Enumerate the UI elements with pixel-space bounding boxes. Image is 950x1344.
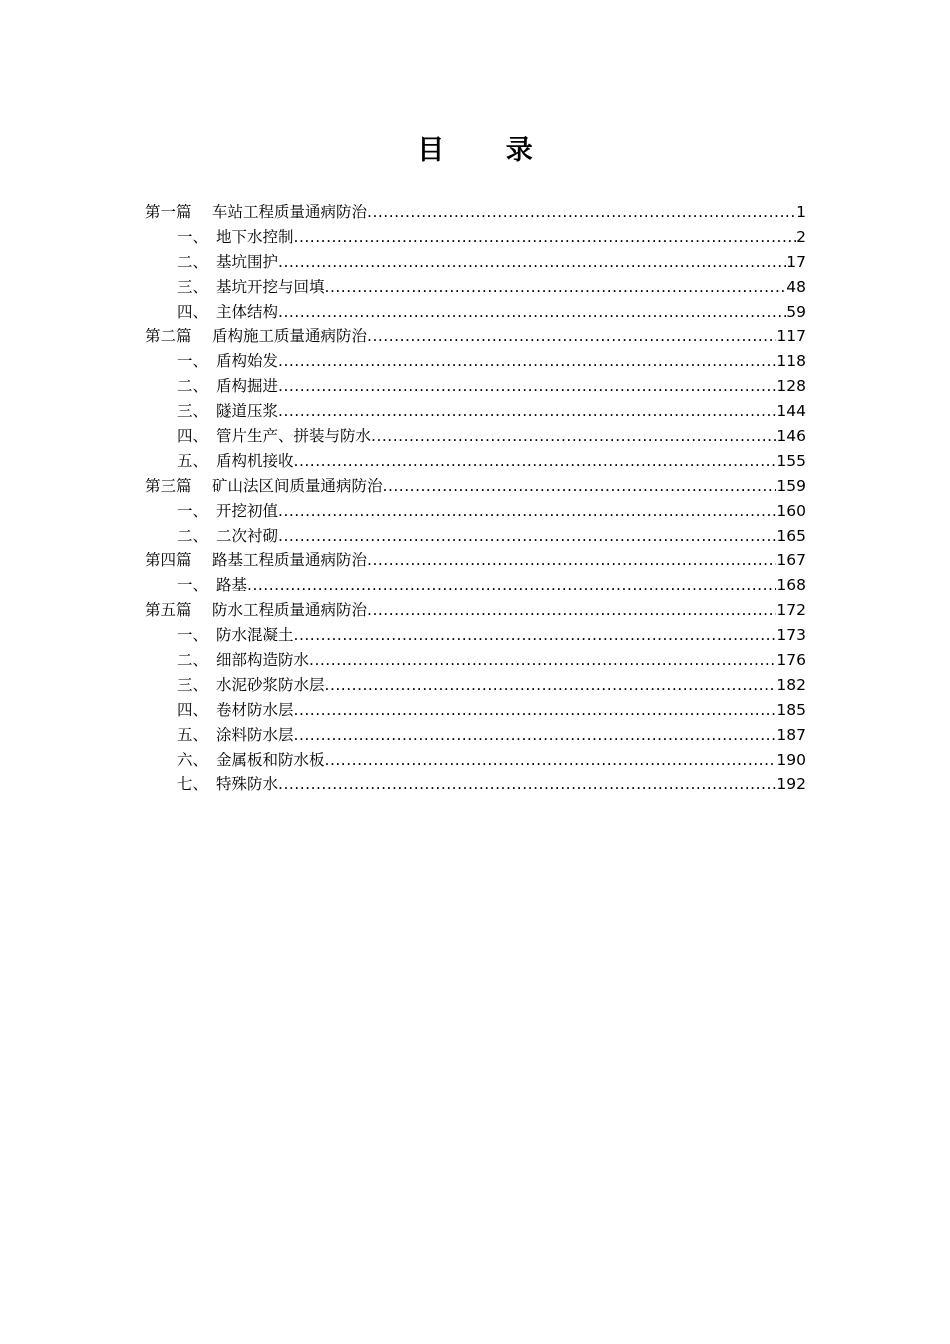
toc-entry-number: 一、 — [177, 227, 209, 246]
toc-entry-label: 基坑开挖与回填 — [216, 277, 325, 296]
toc-dot-leader — [247, 573, 776, 598]
toc-entry-number: 三、 — [177, 402, 209, 421]
toc-entry-label: 地下水控制 — [216, 227, 294, 246]
toc-entry-label: 水泥砂浆防水层 — [216, 675, 325, 694]
toc-dot-leader — [278, 300, 786, 325]
toc-entry-number: 二、 — [177, 252, 209, 271]
toc-chapter-entry[interactable] — [145, 200, 806, 225]
toc-entry-label: 防水混凝土 — [216, 626, 294, 645]
toc-entry-label: 特殊防水 — [216, 775, 279, 794]
toc-page-number: 165 — [776, 526, 806, 545]
toc-chapter-entry[interactable] — [145, 548, 806, 573]
toc-section-entry[interactable] — [145, 772, 806, 797]
toc-section-entry[interactable] — [145, 300, 806, 325]
toc-page-number: 128 — [776, 377, 806, 396]
toc-page-number: 159 — [776, 476, 806, 495]
toc-section-entry[interactable] — [145, 623, 806, 648]
toc-entry-label: 卷材防水层 — [216, 700, 294, 719]
toc-page-number: 168 — [776, 576, 806, 595]
toc-entry-number: 第四篇 — [145, 551, 192, 570]
toc-section-entry[interactable] — [145, 524, 806, 549]
toc-section-entry[interactable] — [145, 349, 806, 374]
toc-page-number: 167 — [776, 551, 806, 570]
toc-section-entry[interactable] — [145, 673, 806, 698]
toc-dot-leader — [278, 499, 776, 524]
toc-entry-number: 第五篇 — [145, 601, 192, 620]
toc-dot-leader — [309, 648, 776, 673]
toc-section-entry[interactable] — [145, 449, 806, 474]
toc-page-number: 1 — [796, 203, 806, 221]
toc-entry-label: 管片生产、拼装与防水 — [216, 427, 372, 446]
toc-section-entry[interactable] — [145, 698, 806, 723]
toc-page-number: 187 — [776, 725, 806, 744]
toc-section-entry[interactable] — [145, 399, 806, 424]
toc-entry-label: 盾构掘进 — [216, 377, 279, 396]
toc-section-entry[interactable] — [145, 424, 806, 449]
toc-section-entry[interactable] — [145, 723, 806, 748]
toc-page-number: 160 — [776, 501, 806, 520]
toc-entry-label: 涂料防水层 — [216, 725, 294, 744]
toc-page-number: 192 — [776, 775, 806, 794]
toc-entry-number: 七、 — [177, 775, 209, 794]
toc-entry-label: 细部构造防水 — [216, 651, 310, 670]
toc-entry-label: 盾构始发 — [216, 352, 279, 371]
page-title: 目 录 — [417, 135, 559, 166]
toc-dot-leader — [278, 524, 776, 549]
toc-entry-number: 一、 — [177, 501, 209, 520]
toc-entry-label: 路基工程质量通病防治 — [212, 551, 368, 570]
toc-page-number: 190 — [776, 750, 806, 769]
toc-page-number: 59 — [786, 302, 806, 321]
toc-dot-leader — [278, 399, 776, 424]
toc-entry-number: 二、 — [177, 651, 209, 670]
toc-page-number: 155 — [776, 451, 806, 470]
toc-section-entry[interactable] — [145, 499, 806, 524]
toc-entry-label: 防水工程质量通病防治 — [212, 601, 368, 620]
toc-dot-leader — [325, 748, 777, 773]
toc-dot-leader — [294, 225, 797, 250]
toc-entry-number: 一、 — [177, 576, 209, 595]
toc-entry-label: 矿山法区间质量通病防治 — [212, 476, 383, 495]
toc-chapter-entry[interactable] — [145, 324, 806, 349]
toc-entry-label: 基坑围护 — [216, 252, 279, 271]
toc-dot-leader — [294, 698, 777, 723]
toc-entry-number: 五、 — [177, 451, 209, 470]
toc-section-entry[interactable] — [145, 275, 806, 300]
toc-chapter-entry[interactable] — [145, 598, 806, 623]
toc-entry-number: 二、 — [177, 377, 209, 396]
toc-page-number: 17 — [786, 252, 806, 271]
toc-page-number: 2 — [796, 227, 806, 246]
toc-entry-number: 第三篇 — [145, 476, 192, 495]
toc-entry-label: 主体结构 — [216, 302, 279, 321]
toc-chapter-entry[interactable] — [145, 474, 806, 499]
toc-section-entry[interactable] — [145, 250, 806, 275]
toc-dot-leader — [367, 200, 796, 225]
toc-dot-leader — [383, 474, 777, 499]
toc-dot-leader — [278, 772, 776, 797]
toc-entry-number: 一、 — [177, 352, 209, 371]
toc-entry-label: 车站工程质量通病防治 — [212, 203, 368, 221]
toc-dot-leader — [367, 548, 776, 573]
toc-entry-label: 路基 — [216, 576, 248, 595]
toc-page-number: 118 — [776, 352, 806, 371]
toc-entry-number: 一、 — [177, 626, 209, 645]
toc-entry-label: 隧道压浆 — [216, 402, 279, 421]
toc-dot-leader — [325, 275, 787, 300]
toc-entry-number: 六、 — [177, 750, 209, 769]
toc-entry-label: 开挖初值 — [216, 501, 279, 520]
toc-page-number: 176 — [776, 651, 806, 670]
toc-section-entry[interactable] — [145, 225, 806, 250]
toc-page-number: 48 — [786, 277, 806, 296]
toc-dot-leader — [367, 324, 776, 349]
toc-page-number: 117 — [776, 327, 806, 346]
toc-entry-number: 三、 — [177, 277, 209, 296]
toc-entry-label: 金属板和防水板 — [216, 750, 325, 769]
toc-page-number: 144 — [776, 402, 806, 421]
toc-entry-number: 四、 — [177, 427, 209, 446]
toc-page-number: 172 — [776, 601, 806, 620]
toc-entry-number: 二、 — [177, 526, 209, 545]
toc-dot-leader — [278, 349, 776, 374]
toc-dot-leader — [294, 623, 777, 648]
toc-entry-number: 四、 — [177, 700, 209, 719]
toc-section-entry[interactable] — [145, 748, 806, 773]
toc-dot-leader — [278, 250, 786, 275]
toc-dot-leader — [294, 449, 777, 474]
table-of-contents — [145, 200, 806, 797]
toc-dot-leader — [294, 723, 777, 748]
toc-dot-leader — [325, 673, 777, 698]
toc-page-number: 146 — [776, 427, 806, 446]
toc-dot-leader — [278, 374, 776, 399]
toc-dot-leader — [371, 424, 776, 449]
toc-entry-label: 盾构施工质量通病防治 — [212, 327, 368, 346]
toc-entry-number: 三、 — [177, 675, 209, 694]
toc-entry-label: 盾构机接收 — [216, 451, 294, 470]
toc-entry-label: 二次衬砌 — [216, 526, 279, 545]
toc-section-entry[interactable] — [145, 573, 806, 598]
toc-entry-number: 第一篇 — [145, 203, 192, 221]
toc-entry-number: 四、 — [177, 302, 209, 321]
toc-page-number: 182 — [776, 675, 806, 694]
toc-entry-number: 第二篇 — [145, 327, 192, 346]
toc-dot-leader — [367, 598, 776, 623]
toc-section-entry[interactable] — [145, 648, 806, 673]
toc-page-number: 173 — [776, 626, 806, 645]
toc-section-entry[interactable] — [145, 374, 806, 399]
toc-page-number: 185 — [776, 700, 806, 719]
toc-entry-number: 五、 — [177, 725, 209, 744]
